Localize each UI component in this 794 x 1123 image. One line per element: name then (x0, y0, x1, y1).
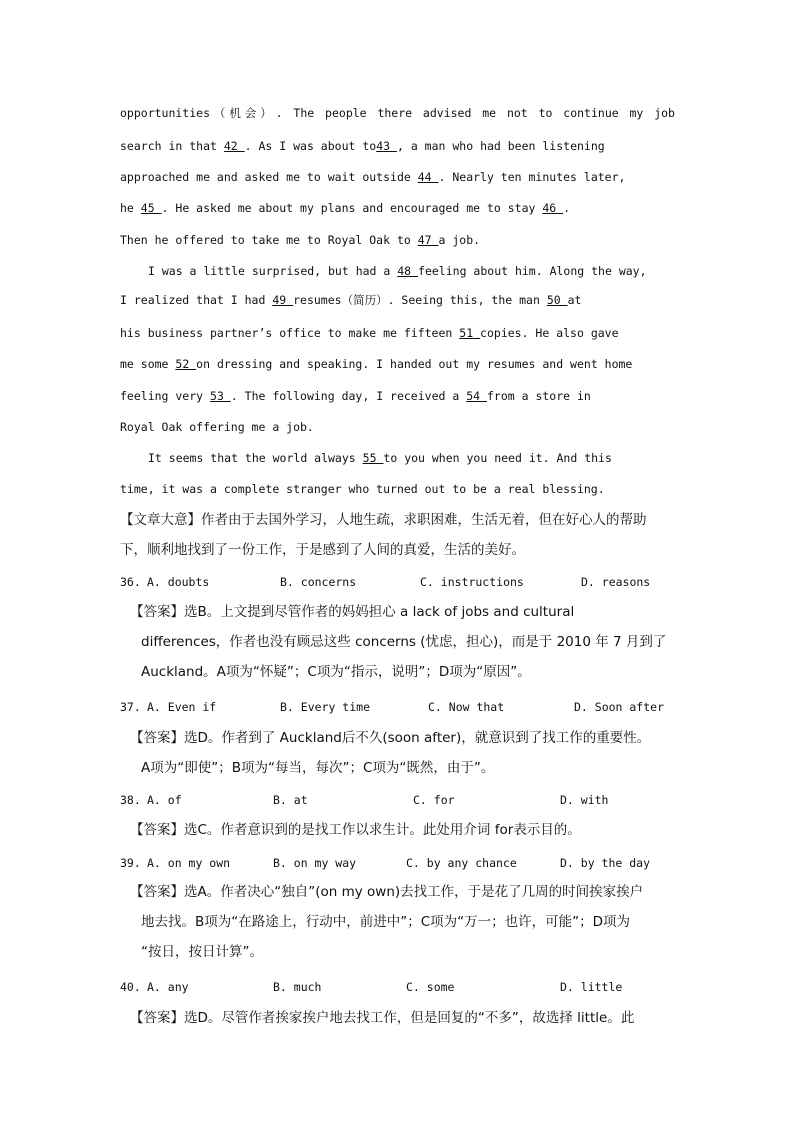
question-40-number: 40. (120, 980, 141, 994)
blank-43: 43 (376, 139, 397, 153)
blank-52: 52 (175, 357, 197, 371)
question-39-option-c: C. by any chance (406, 856, 517, 870)
question-39-option-d: D. by the day (560, 856, 651, 870)
text-span: feeling very (120, 389, 211, 403)
text-span: approached me and asked me to wait outside (120, 170, 418, 184)
passage-line-5 (120, 232, 675, 248)
answer-37-line-1: 【答案】选D。作者到了 Auckland后不久(soon after)，就意识到了找工作的重要性。 (130, 730, 651, 746)
blank-53: 53 (210, 389, 231, 403)
question-39-option-b: B. on my way (273, 856, 357, 870)
question-38-number: 38. (120, 793, 141, 807)
question-36-option-c: C. instructions (420, 575, 524, 589)
answer-36-line-1: 【答案】选B。上文提到尽管作者的妈妈担心 a lack of jobs and cultural (130, 604, 575, 620)
answer-39-line-1: 【答案】选A。作者决心“独自”(on my own)去找工作，于是花了几周的时间挨家挨户 (130, 884, 644, 900)
blank-51: 51 (459, 326, 481, 340)
blank-54: 54 (466, 389, 487, 403)
text-span: on dressing and speaking. I handed out my resumes and went home (196, 357, 633, 371)
text-span: I was a little surprised, but had a (148, 264, 398, 278)
blank-49: 49 (272, 293, 294, 307)
blank-55: 55 (362, 451, 384, 465)
text-span: search in that (120, 139, 224, 153)
question-40-option-b: B. much (273, 980, 322, 994)
passage-line-12 (148, 450, 675, 466)
text-span: . Nearly ten minutes later, (438, 170, 626, 184)
text-span: feeling about him. Along the way, (418, 264, 647, 278)
question-38-option-b: B. at (273, 793, 308, 807)
passage-line-7 (120, 292, 675, 308)
passage-line-3 (120, 169, 675, 185)
question-36-option-b: B. concerns (280, 575, 357, 589)
blank-46: 46 (542, 201, 564, 215)
question-36-option-a: A. doubts (147, 575, 210, 589)
question-38-option-c: C. for (413, 793, 455, 807)
question-40-option-c: C. some (406, 980, 455, 994)
answer-37-line-2: A项为“即使”；B项为“每当，每次”；C项为“既然，由于”。 (141, 760, 495, 776)
text-span: . He asked me about my plans and encouraged me to stay (161, 201, 543, 215)
question-37-option-a: A. Even if (147, 700, 217, 714)
text-span: at (567, 293, 582, 307)
blank-42: 42 (223, 139, 245, 153)
passage-line-1: opportunities（机会）. The people there advised me not to continue my job (120, 106, 675, 120)
answer-38-line-1: 【答案】选C。作者意识到的是找工作以求生计。此处用介词 for表示目的。 (130, 822, 581, 838)
question-37-number: 37. (120, 700, 141, 714)
blank-50: 50 (546, 293, 568, 307)
text-span: resumes（简历）. Seeing this, the man (293, 293, 547, 307)
question-38-option-a: A. of (147, 793, 182, 807)
answer-39-line-3: “按日，按日计算”。 (141, 944, 263, 960)
text-span: he (120, 201, 141, 215)
passage-line-10 (120, 388, 675, 404)
text-span: to you when you need it. And this (383, 451, 612, 465)
passage-line-6 (148, 263, 675, 279)
passage-line-4 (120, 200, 675, 216)
question-40-option-a: A. any (147, 980, 189, 994)
text-span: . (563, 201, 571, 215)
question-37-option-d: D. Soon after (574, 700, 665, 714)
text-span: I realized that I had (120, 293, 273, 307)
text-span: , a man who had been listening (396, 139, 605, 153)
text-span: me some (120, 357, 176, 371)
text-span: . As I was about to (244, 139, 377, 153)
text-span: Then he offered to take me to Royal Oak to (120, 233, 418, 247)
passage-line-8 (120, 325, 675, 341)
question-37-option-c: C. Now that (428, 700, 505, 714)
blank-47: 47 (417, 233, 439, 247)
question-38-option-d: D. with (560, 793, 609, 807)
blank-44: 44 (417, 170, 439, 184)
blank-48: 48 (397, 264, 419, 278)
question-36-number: 36. (120, 575, 141, 589)
text-span: his business partner’s office to make me fifteen (120, 326, 460, 340)
question-39-option-a: A. on my own (147, 856, 231, 870)
question-39-number: 39. (120, 856, 141, 870)
text-span: . The following day, I received a (230, 389, 467, 403)
summary-line-1: 【文章大意】作者由于去国外学习，人地生疏，求职困难，生活无着，但在好心人的帮助 (120, 512, 647, 528)
summary-line-2: 下，顺利地找到了一份工作，于是感到了人间的真爱，生活的美好。 (120, 542, 525, 558)
question-40-option-d: D. little (560, 980, 623, 994)
answer-39-line-2: 地去找。B项为“在路途上，行动中，前进中”；C项为“万一；也许，可能”；D项为 (141, 914, 631, 930)
answer-36-line-2: differences，作者也没有顾忌这些 concerns (忧虑，担心)，而是于 2010 年 7 月到了 (141, 634, 667, 650)
answer-36-line-3: Auckland。A项为“怀疑”；C项为“指示，说明”；D项为“原因”。 (141, 664, 531, 680)
text-span: copies. He also gave (480, 326, 619, 340)
question-36-option-d: D. reasons (581, 575, 651, 589)
blank-45: 45 (140, 201, 162, 215)
passage-line-11: Royal Oak offering me a job. (120, 420, 314, 434)
text-span: from a store in (486, 389, 591, 403)
passage-line-2 (120, 138, 675, 154)
text-span: a job. (438, 233, 481, 247)
passage-line-13: time, it was a complete stranger who turned out to be a real blessing. (120, 482, 605, 496)
question-37-option-b: B. Every time (280, 700, 371, 714)
passage-line-9 (120, 356, 675, 372)
text-span: It seems that the world always (148, 451, 363, 465)
answer-40-line-1: 【答案】选D。尽管作者挨家挨户地去找工作，但是回复的“不多”，故选择 little。此 (130, 1010, 635, 1026)
